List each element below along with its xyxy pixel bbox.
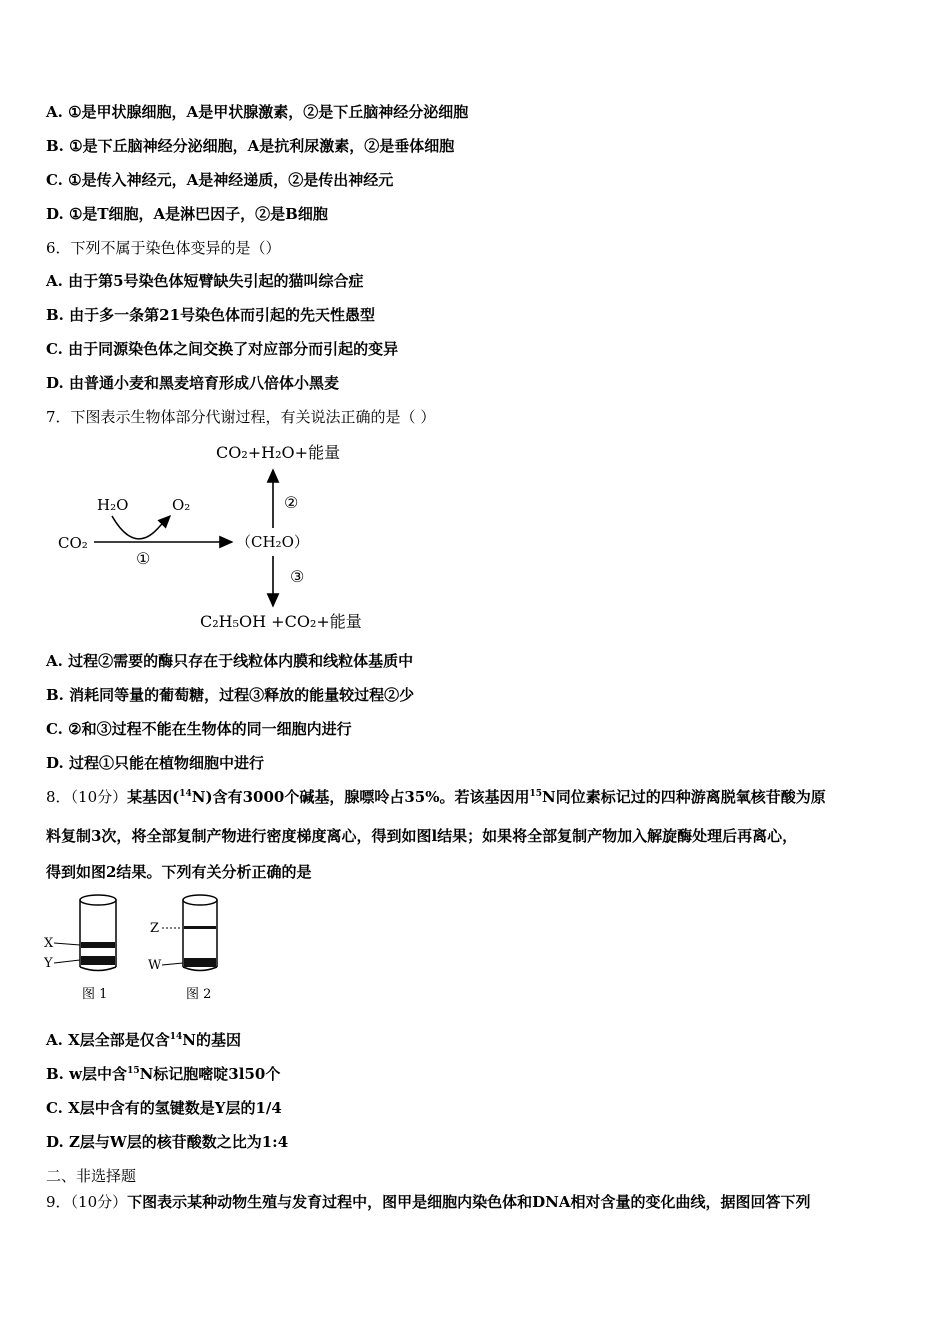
- section-heading: 二、非选择题: [46, 1167, 137, 1185]
- diagram-step1: ①: [136, 549, 151, 568]
- diagram-h2o: H₂O: [97, 496, 129, 514]
- q8-stem-line1: 8．（10分）某基因($^{14}$N)含有3000个碱基，腺嘌呤占35%。若该基因用$^{15}$N同位素标记过的四种游离脱氧核苷酸为原: [46, 788, 826, 806]
- q6-option-d: D. 由普通小麦和黑麦培育形成八倍体小黑麦: [46, 374, 339, 392]
- tube-figure-1: [80, 895, 116, 971]
- q7-option-a: A. 过程②需要的酶只存在于线粒体内膜和线粒体基质中: [46, 652, 414, 670]
- diagram-o2: O₂: [172, 496, 191, 514]
- q8-option-a: A. X层全部是仅含$^{14}$N的基因: [46, 1031, 241, 1049]
- label-z: Z: [150, 921, 160, 936]
- q8-option-b: B. w层中含$^{15}$N标记胞嘧啶3l50个: [46, 1065, 281, 1083]
- band-y: [81, 956, 115, 965]
- label-w: W: [148, 958, 162, 973]
- q6-option-a: A. 由于第5号染色体短臂缺失引起的猫叫综合症: [46, 272, 364, 290]
- q5-option-d: D. ①是T细胞，A是淋巴因子，②是B细胞: [46, 205, 328, 223]
- q6-option-b: B. 由于多一条第21号染色体而引起的先天性愚型: [46, 306, 376, 324]
- curved-arrow-h2o-o2: [112, 516, 170, 539]
- q7-stem: 7．下图表示生物体部分代谢过程，有关说法正确的是（ ）: [46, 408, 436, 426]
- diagram-bottom-products: C₂H₅OH +CO₂+能量: [200, 612, 362, 631]
- metabolism-diagram: [40, 436, 400, 636]
- band-z: [184, 926, 216, 929]
- band-w: [184, 958, 216, 967]
- q8-option-d: D. Z层与W层的核苷酸数之比为1:4: [46, 1133, 289, 1151]
- band-x: [81, 942, 115, 948]
- label-y: Y: [44, 956, 53, 971]
- q8-stem-line3: 得到如图2结果。下列有关分析正确的是: [46, 863, 312, 881]
- diagram-top-products: CO₂+H₂O+能量: [216, 443, 341, 462]
- q5-option-b: B. ①是下丘脑神经分泌细胞，A是抗利尿激素，②是垂体细胞: [46, 137, 455, 155]
- diagram-step2: ②: [284, 493, 299, 512]
- caption-fig1: 图 1: [82, 987, 108, 1002]
- q5-option-a: A. ①是甲状腺细胞，A是甲状腺激素，②是下丘脑神经分泌细胞: [46, 103, 469, 121]
- q8-stem-line2: 料复制3次，将全部复制产物进行密度梯度离心，得到如图l结果；如果将全部复制产物加入解旋酶处理后再离心，: [46, 827, 798, 845]
- centrifuge-figures: [40, 892, 240, 1007]
- q7-option-c: C. ②和③过程不能在生物体的同一细胞内进行: [46, 720, 352, 738]
- q6-option-c: C. 由于同源染色体之间交换了对应部分而引起的变异: [46, 340, 399, 358]
- caption-fig2: 图 2: [186, 987, 212, 1002]
- label-x: X: [44, 936, 54, 951]
- diagram-center-ch2o: （CH₂O）: [236, 533, 309, 551]
- q5-option-c: C. ①是传入神经元，A是神经递质，②是传出神经元: [46, 171, 394, 189]
- tube-figure-2: [183, 895, 217, 971]
- q6-stem: 6．下列不属于染色体变异的是（）: [46, 239, 281, 257]
- q8-option-c: C. X层中含有的氢键数是Y层的1/4: [46, 1099, 282, 1117]
- q7-option-b: B. 消耗同等量的葡萄糖，过程③释放的能量较过程②少: [46, 686, 415, 704]
- q7-option-d: D. 过程①只能在植物细胞中进行: [46, 754, 264, 772]
- diagram-left-co2: CO₂: [58, 534, 88, 552]
- diagram-step3: ③: [290, 567, 305, 586]
- q9-stem: 9．（10分）下图表示某种动物生殖与发育过程中，图甲是细胞内染色体和DNA相对含量的变化曲线，据图回答下列: [46, 1193, 811, 1211]
